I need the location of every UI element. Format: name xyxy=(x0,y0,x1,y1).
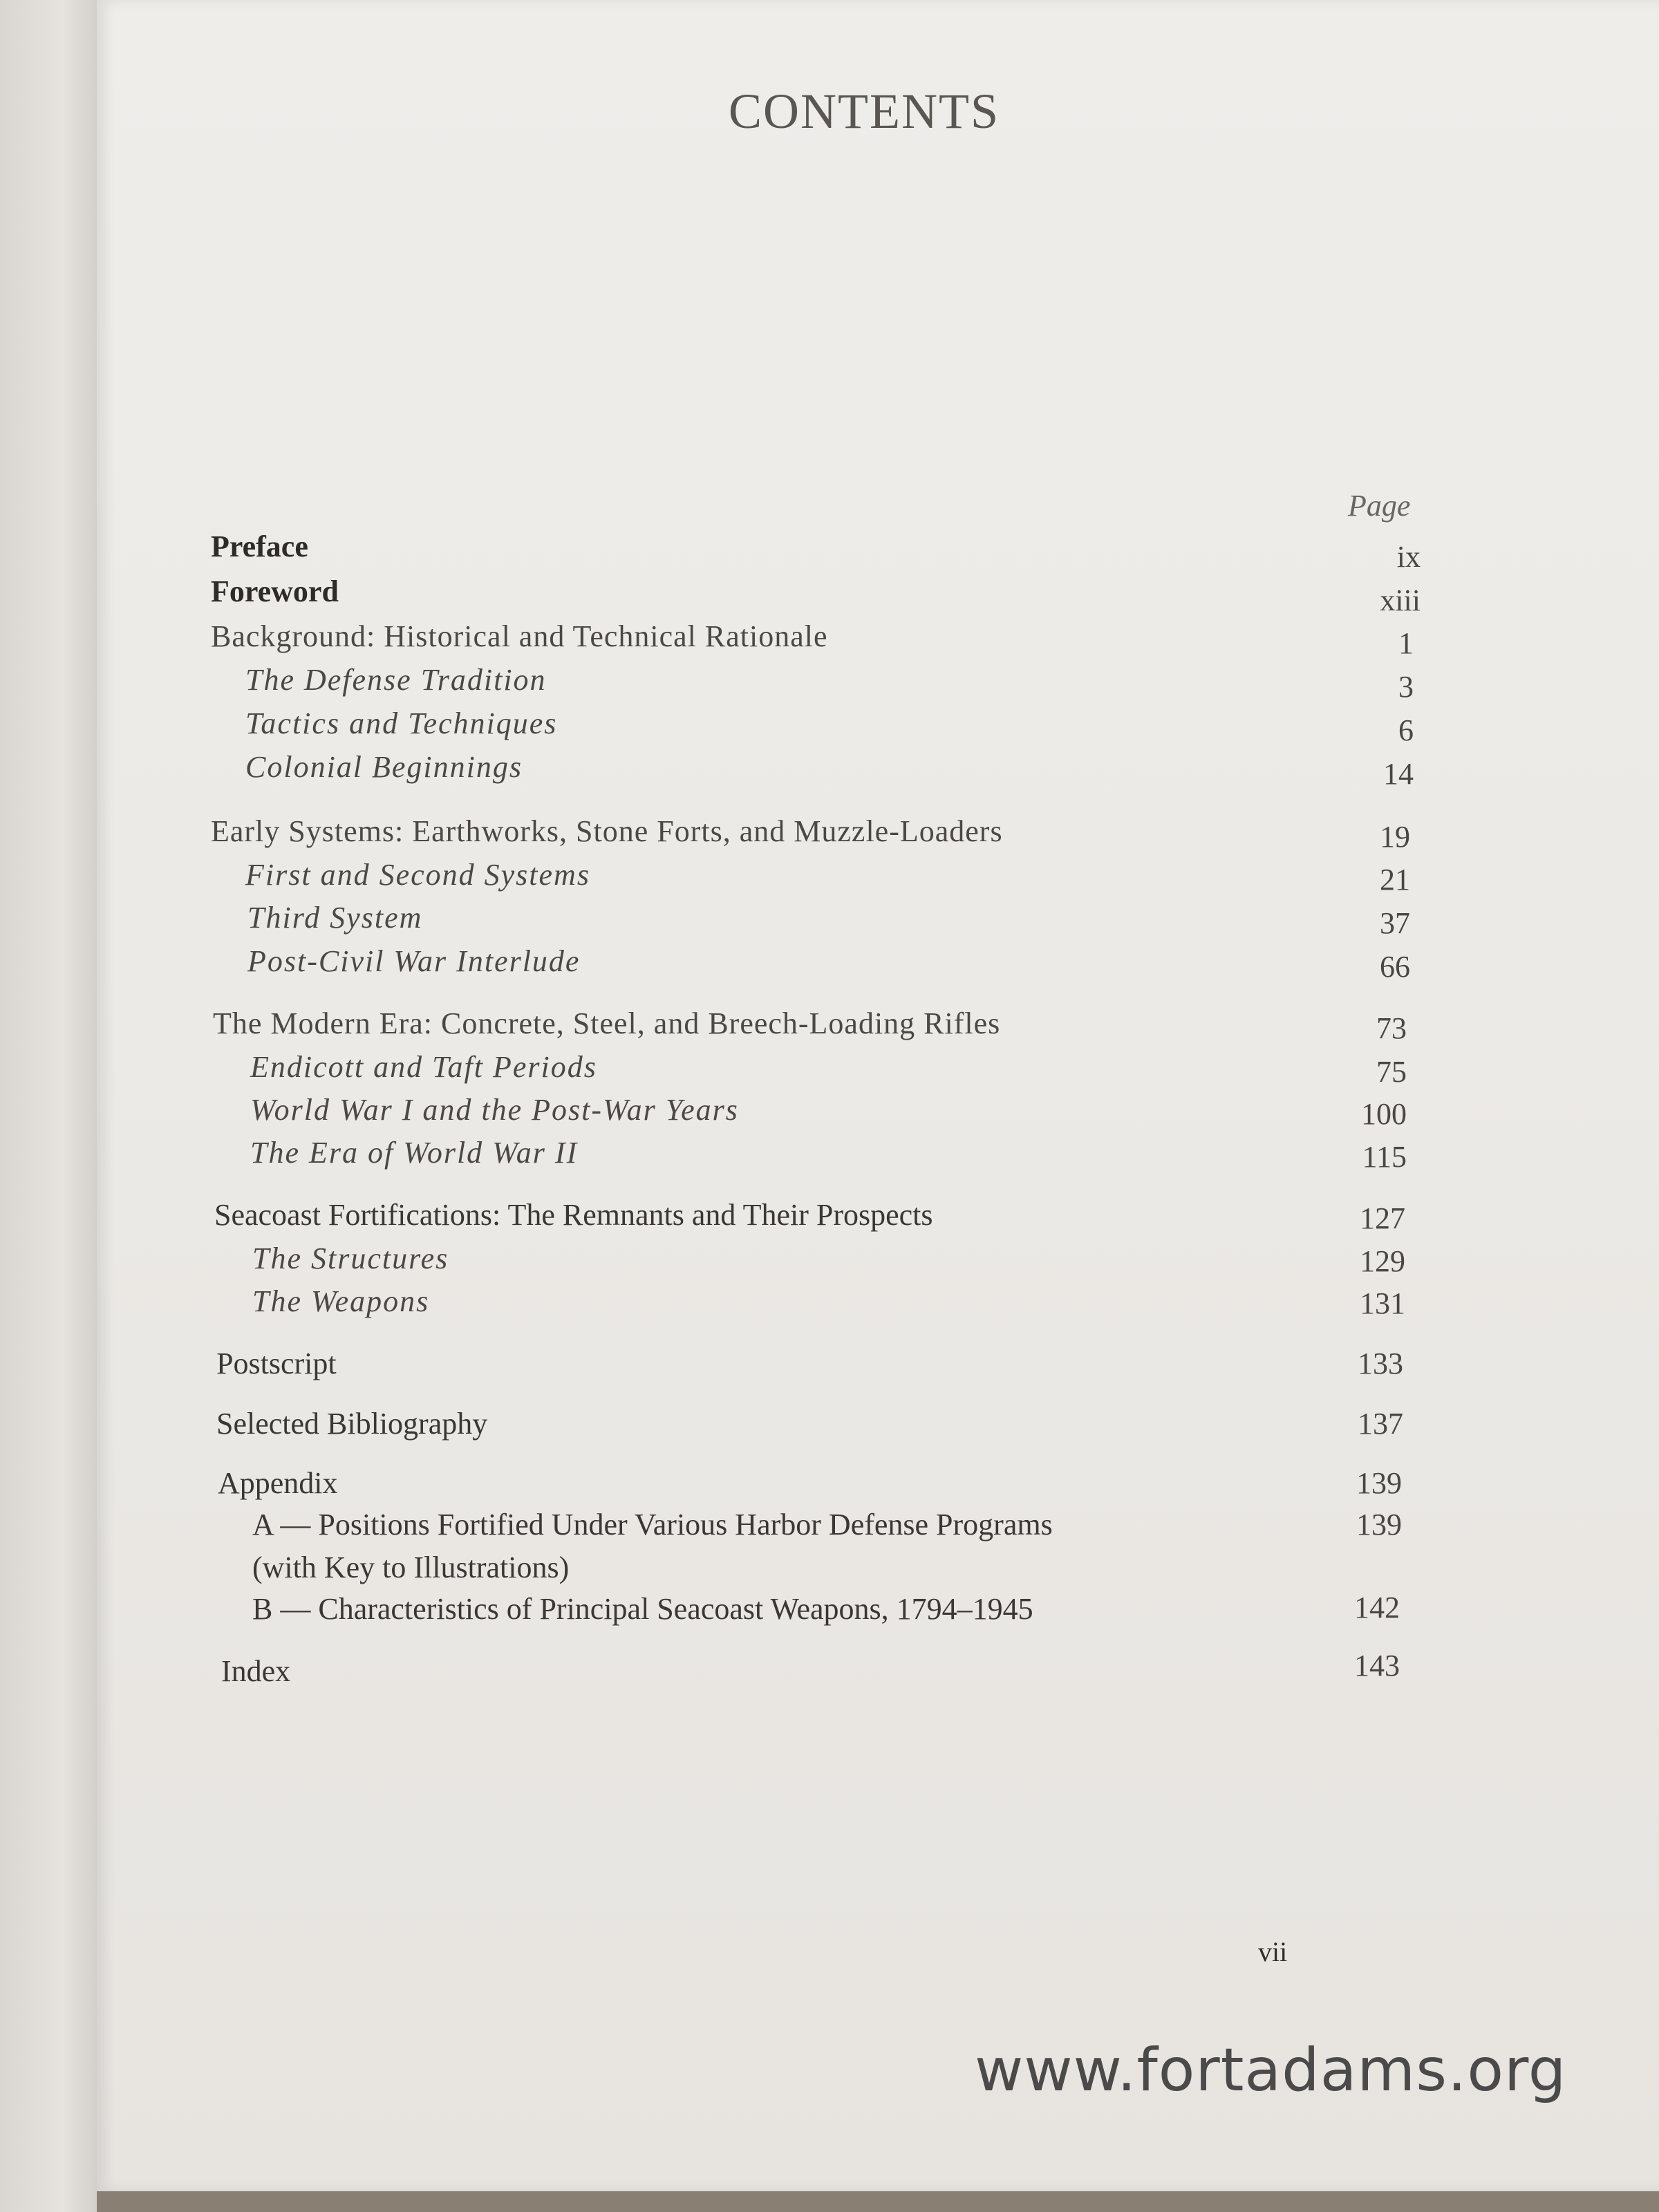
toc-entry-appendix: Appendix xyxy=(218,1466,338,1500)
page-column-header: Page xyxy=(1348,489,1411,523)
toc-page-appendix-a: 139 xyxy=(1356,1508,1402,1541)
watermark: www.fortadams.org xyxy=(975,2036,1567,2105)
toc-entry-bibliography: Selected Bibliography xyxy=(216,1407,488,1441)
toc-page-endicott-taft: 75 xyxy=(1376,1055,1407,1089)
toc-entry-preface: Preface xyxy=(211,529,308,563)
toc-entry-colonial: Colonial Beginnings xyxy=(245,750,523,784)
toc-entry-wwi: World War I and the Post-War Years xyxy=(250,1093,739,1127)
toc-page-early-systems: 19 xyxy=(1380,820,1410,854)
toc-entry-appendix-a-cont: (with Key to Illustrations) xyxy=(252,1550,570,1584)
toc-entry-endicott-taft: Endicott and Taft Periods xyxy=(250,1050,597,1084)
book-gutter xyxy=(0,0,104,2212)
toc-page-seacoast: 127 xyxy=(1360,1201,1405,1235)
page-bottom-edge xyxy=(97,2191,1659,2212)
toc-page-modern-era: 73 xyxy=(1376,1011,1407,1045)
toc-page-appendix-b: 142 xyxy=(1354,1591,1400,1624)
toc-page-defense-tradition: 3 xyxy=(1398,670,1414,704)
page-title: CONTENTS xyxy=(729,84,1000,139)
toc-entry-index: Index xyxy=(221,1654,291,1688)
toc-page-wwii: 115 xyxy=(1362,1140,1407,1174)
toc-entry-third-system: Third System xyxy=(247,901,423,935)
toc-entry-weapons: The Weapons xyxy=(252,1284,430,1318)
toc-entry-appendix-a: A — Positions Fortified Under Various Harbor Defense Programs xyxy=(252,1508,1053,1541)
toc-page-third-system: 37 xyxy=(1380,906,1410,940)
toc-page-appendix: 139 xyxy=(1356,1466,1402,1500)
toc-entry-tactics: Tactics and Techniques xyxy=(245,706,558,740)
toc-page-first-second: 21 xyxy=(1380,863,1410,897)
toc-entry-early-systems: Early Systems: Earthworks, Stone Forts, and Muzzle-Loaders xyxy=(211,814,1003,848)
toc-page-colonial: 14 xyxy=(1383,757,1414,791)
toc-page-weapons: 131 xyxy=(1360,1286,1405,1320)
toc-page-tactics: 6 xyxy=(1398,713,1414,747)
toc-entry-first-second: First and Second Systems xyxy=(245,858,590,892)
toc-entry-seacoast: Seacoast Fortifications: The Remnants and Their Prospects xyxy=(214,1198,933,1232)
table-of-contents xyxy=(97,0,1659,2191)
toc-page-structures: 129 xyxy=(1360,1244,1405,1278)
toc-page-postscript: 133 xyxy=(1358,1347,1403,1380)
toc-page-index: 143 xyxy=(1354,1649,1400,1683)
toc-entry-wwii: The Era of World War II xyxy=(250,1136,579,1170)
toc-page-foreword: xiii xyxy=(1380,583,1421,617)
toc-entry-defense-tradition: The Defense Tradition xyxy=(245,663,547,697)
toc-entry-modern-era: The Modern Era: Concrete, Steel, and Breech-Loading Rifles xyxy=(213,1006,1001,1040)
toc-page-post-civil-war: 66 xyxy=(1380,950,1410,984)
toc-page-bibliography: 137 xyxy=(1358,1407,1403,1441)
toc-entry-background: Background: Historical and Technical Rationale xyxy=(211,619,828,653)
toc-entry-appendix-b: B — Characteristics of Principal Seacoast Weapons, 1794–1945 xyxy=(252,1592,1033,1626)
toc-page-wwi: 100 xyxy=(1361,1097,1407,1131)
book-page xyxy=(97,0,1659,2191)
page-number: vii xyxy=(1258,1936,1288,1967)
toc-entry-post-civil-war: Post-Civil War Interlude xyxy=(247,944,581,978)
toc-page-preface: ix xyxy=(1396,540,1421,574)
toc-entry-postscript: Postscript xyxy=(216,1347,337,1380)
toc-entry-foreword: Foreword xyxy=(211,574,339,608)
toc-entry-structures: The Structures xyxy=(252,1241,449,1275)
toc-page-background: 1 xyxy=(1398,626,1414,660)
